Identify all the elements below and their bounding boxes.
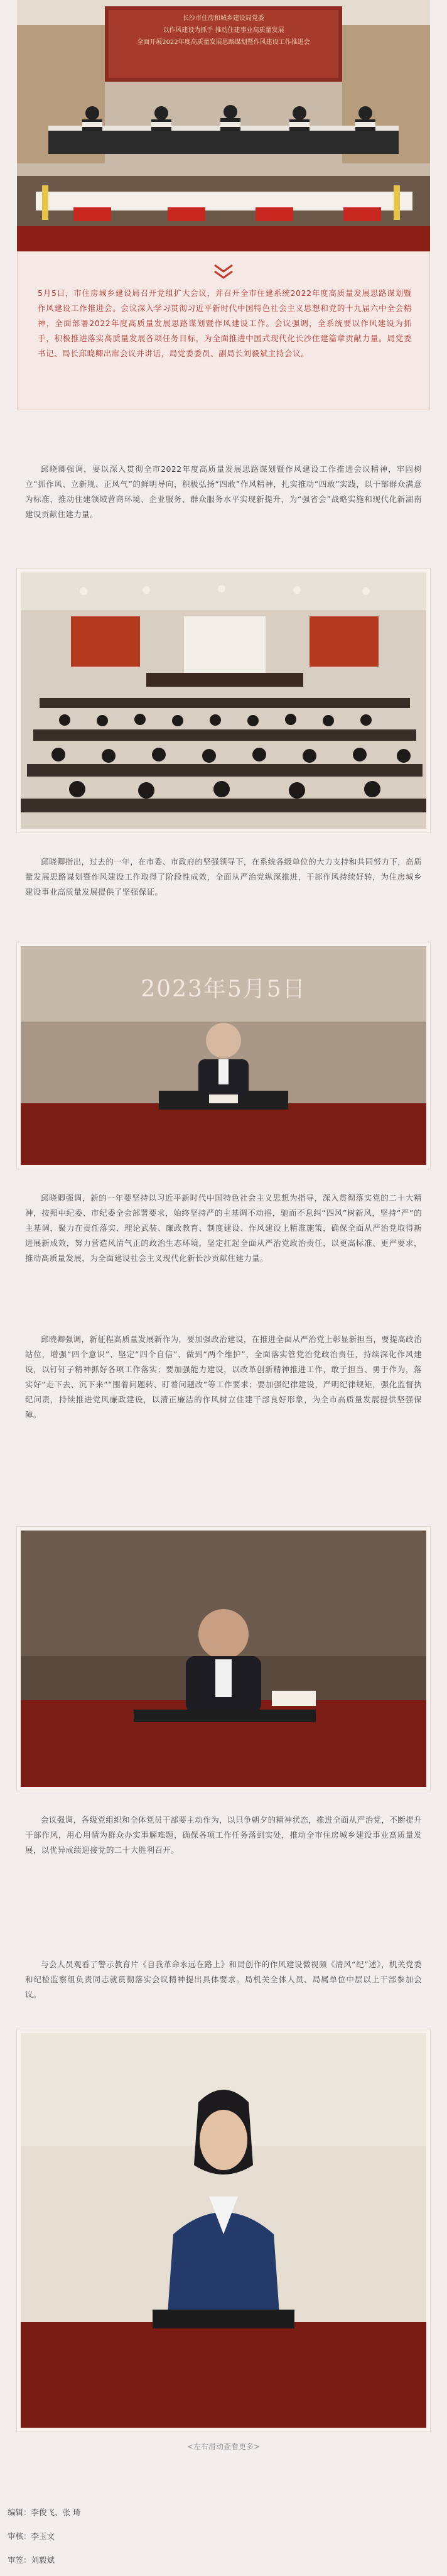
hero-banner-text — [114, 13, 333, 48]
date-overlay: 2023年5月5日 — [141, 976, 306, 1002]
credits — [8, 2501, 80, 2572]
paragraph-6: 与会人员观看了警示教育片《自我革命永远在路上》和局创作的作风建设微视频《清风“纪”述》，机关党委和纪检监察组负责同志就贯彻落实会议精神提出具体要求。局机关全体人员、局属单位中层以上干部参加会议。 — [25, 1960, 422, 1999]
speaker-photo-2 — [17, 1527, 430, 1791]
speaker-photo-1 — [17, 942, 430, 1169]
credit-reviewer: 审核：李玉文 — [8, 2531, 55, 2541]
speaker-photo-3[interactable] — [17, 2029, 430, 2431]
hero-banner-line-3: 全面开展2022年度高质量发展思路谋划暨作风建设工作推进会 — [137, 39, 310, 46]
paragraph-2: 邱晓卿指出，过去的一年，在市委、市政府的坚强领导下，在系统各级单位的大力支持和共同努力下，高质量发展思路谋划暨作风建设工作取得了阶段性成效，全面从严治党纵深推进，干部作风持续好转，为住房城乡建设事业高质量发展提供了坚强保证。 — [25, 857, 422, 897]
meeting-hall-image — [21, 572, 426, 829]
carousel-caption: <左右滑动查看更多> — [186, 2442, 261, 2451]
speaker-image-3 — [21, 2033, 426, 2428]
summary-text: 5月5日，市住房城乡建设局召开党组扩大会议，并召开全市住建系统2022年度高质量发展思路谋划暨作风建设工作推进会。会议深入学习贯彻习近平新时代中国特色社会主义思想和党的十九届六中全会精神，全面部署2022年度高质量发展思路谋划暨作风建设工作。会议强调，全系统要以作风建设为抓手，积极推进落实高质量发展各项任务目标，为全面推进中国式现代化长沙住建篇章贡献力量。局党委书记、局长邱晓卿出席会议并讲话，局党委委员、副局长刘毅斌主持会议。 — [38, 288, 412, 358]
paragraph-5: 会议强调，各级党组织和全体党员干部要主动作为，以只争朝夕的精神状态，推进全面从严治党，不断提升干部作风，用心用情为群众办实事解难题，确保各项工作任务落到实处，推动全市住房城乡建设事业高质量发展，以优异成绩迎接党的二十大胜利召开。 — [25, 1815, 422, 1855]
hero-banner-line-2: 以作风建设为抓手 推动住建事业高质量发展 — [163, 27, 284, 34]
speaker-image-2 — [21, 1531, 426, 1787]
credit-approver: 审签：刘毅斌 — [8, 2555, 55, 2565]
paragraph-4: 邱晓卿强调，新征程高质量发展新作为，要加强政治建设，在推进全面从严治党上彰显新担当，要提高政治站位，增强“四个意识”、坚定“四个自信”、做到“两个维护”，全面落实管党治党政治责任，持续深化作风建设，以钉钉子精神抓好各项工作落实；要加强能力建设，以改革创新精神推进工作，敢于担当、勇于作为，落实好“走下去、沉下来”“围着问题转、盯着问题改”等工作要求；要加强纪律建设，严明纪律规矩，强化监督执纪问责，持续推进党风廉政建设，以清正廉洁的作风树立住建干部良好形象，为全市高质量发展提供坚强保障。 — [25, 1334, 422, 1419]
hero-photo — [17, 0, 430, 254]
credit-editor: 编辑：李俊飞、张 琦 — [8, 2508, 81, 2517]
paragraph-1: 邱晓卿强调，要以深入贯彻全市2022年度高质量发展思路谋划暨作风建设工作推进会议精神，牢固树立“抓作风、立新规、正风气”的鲜明导向，积极弘扬“四敢”作风精神，扎实推动“四敢”实践，以干部群众满意为标准，推动住建领域营商环境、企业服务、群众服务水平实现新提升，为“强省会”战略实施和现代化新湖南建设贡献住建力量。 — [25, 464, 422, 519]
hero-banner-line-1: 长沙市住房和城乡建设局党委 — [183, 15, 264, 22]
meeting-hall-photo — [17, 569, 430, 832]
paragraph-3: 邱晓卿强调，新的一年要坚持以习近平新时代中国特色社会主义思想为指导，深入贯彻落实党的二十大精神，按照中纪委、市纪委全会部署要求，始终坚持严的主基调不动摇，驰而不息纠“四风”树新风，坚持“严”的主基调，聚力在责任落实、理论武装、廉政教育、制度建设、作风建设上精准施策，确保全面从严治党取得新进展新成效，努力营造风清气正的政治生态环境，坚定扛起全面从严治党政治责任，以更高标准、更严要求，推动高质量发展，为全面建设社会主义现代化新长沙贡献住建力量。 — [25, 1193, 422, 1263]
chevron-down-icon — [212, 263, 235, 281]
